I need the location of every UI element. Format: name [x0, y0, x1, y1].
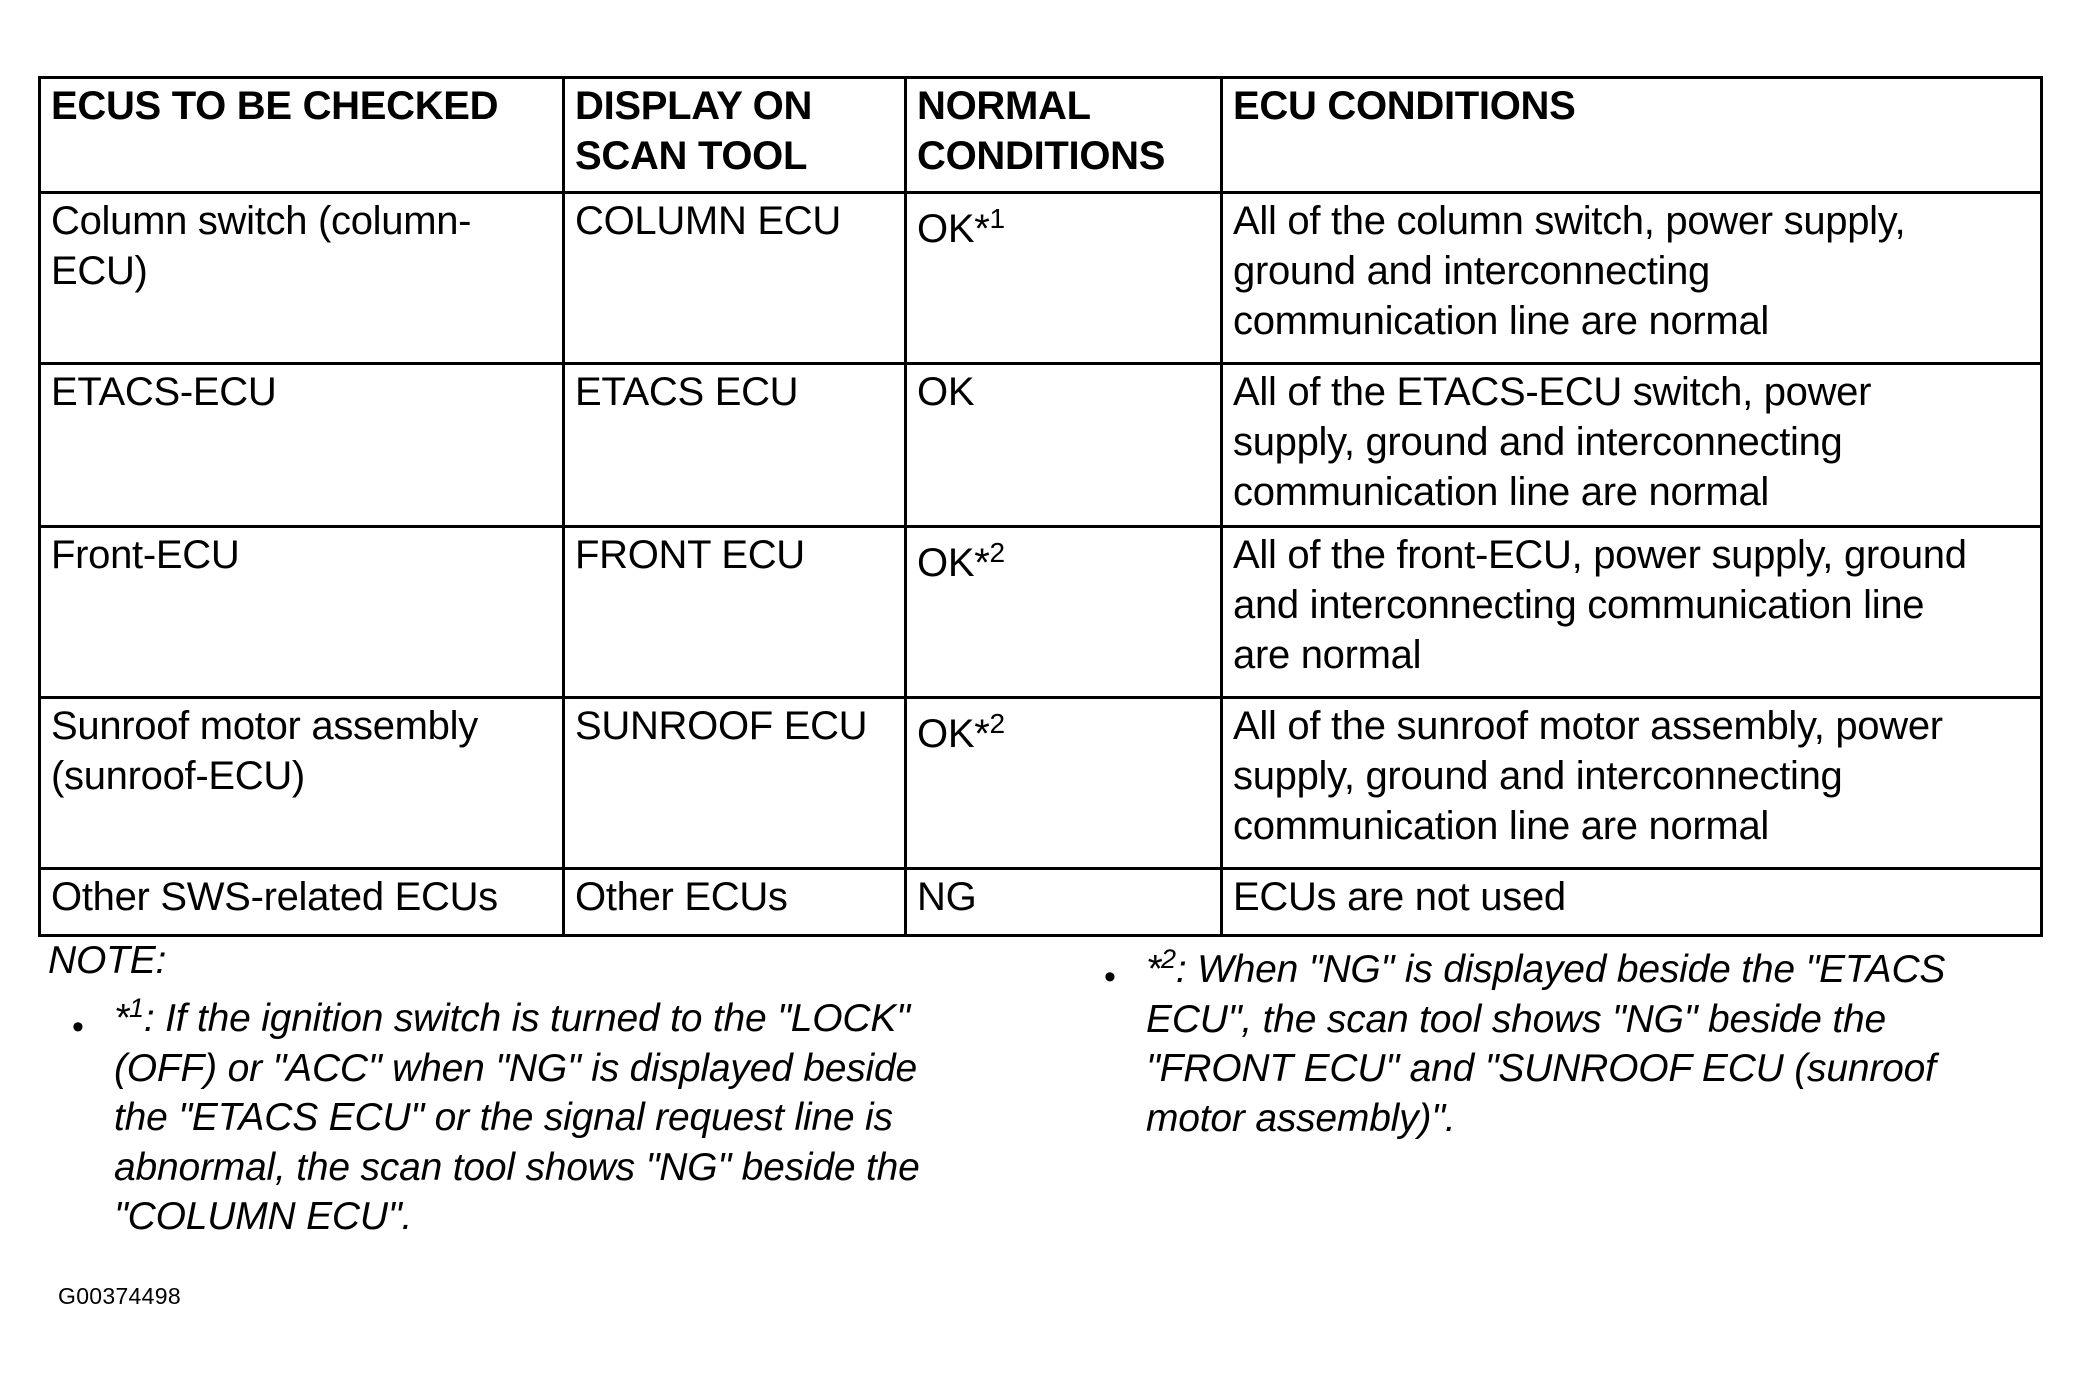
- condition-line2: and interconnecting communication line: [1233, 583, 1925, 627]
- display-text: ETACS ECU: [575, 370, 799, 414]
- footnote-marker: 2: [989, 708, 1005, 739]
- ecu-line2: ECU): [51, 249, 148, 293]
- condition-line1: ECUs are not used: [1233, 875, 1566, 919]
- table-row: [40, 527, 2042, 698]
- ecu-line1: Column switch (column-: [51, 199, 472, 243]
- cell-ecu: [40, 698, 564, 869]
- cell-normal: [906, 364, 1222, 527]
- table-header-row: [40, 78, 2042, 193]
- cell-display: [564, 527, 906, 698]
- condition-line2: supply, ground and interconnecting: [1233, 420, 1843, 464]
- note-1: [114, 994, 1014, 1242]
- table-row: [40, 869, 2042, 936]
- condition-line3: communication line are normal: [1233, 470, 1769, 514]
- header-ecus-to-be-checked: [40, 78, 564, 193]
- cell-display: [564, 364, 906, 527]
- cell-condition: [1222, 364, 2042, 527]
- note-2: [1146, 945, 2046, 1143]
- cell-display: [564, 698, 906, 869]
- ecu-check-table: [38, 76, 2043, 937]
- condition-line3: are normal: [1233, 633, 1422, 677]
- note-1-line1: : If the ignition switch is turned to the "LOCK": [143, 997, 910, 1040]
- cell-normal: [906, 527, 1222, 698]
- condition-line1: All of the front-ECU, power supply, ground: [1233, 533, 1967, 577]
- note-2-line1: : When "NG" is displayed beside the "ETACS: [1175, 948, 1946, 991]
- cell-display: [564, 869, 906, 936]
- table-row: [40, 364, 2042, 527]
- bullet-icon: •: [1104, 958, 1116, 996]
- note-2-line2: ECU", the scan tool shows "NG" beside the: [1146, 997, 1887, 1041]
- note-1-star: *: [114, 997, 129, 1040]
- cell-condition: [1222, 698, 2042, 869]
- display-text: FRONT ECU: [575, 533, 805, 577]
- header-normal-conditions: [906, 78, 1222, 193]
- condition-line3: communication line are normal: [1233, 299, 1769, 343]
- normal-text: OK*: [917, 207, 990, 251]
- note-2-line3: "FRONT ECU" and "SUNROOF ECU (sunroof: [1146, 1047, 1936, 1090]
- cell-ecu: [40, 364, 564, 527]
- note-2-star: *: [1146, 948, 1161, 991]
- condition-line1: All of the sunroof motor assembly, power: [1233, 704, 1943, 748]
- header-ecu-conditions: [1222, 78, 2042, 193]
- header-normal-line2: CONDITIONS: [917, 134, 1166, 178]
- cell-normal: [906, 869, 1222, 936]
- normal-text: OK: [917, 370, 975, 414]
- footnote-marker: 1: [989, 203, 1005, 234]
- condition-line3: communication line are normal: [1233, 804, 1769, 848]
- normal-text: OK*: [917, 541, 990, 585]
- header-display-line2: SCAN TOOL: [575, 134, 808, 178]
- ecu-line1: Front-ECU: [51, 533, 240, 577]
- cell-normal: [906, 698, 1222, 869]
- condition-line1: All of the ETACS-ECU switch, power: [1233, 370, 1872, 414]
- condition-line2: ground and interconnecting: [1233, 249, 1711, 293]
- note-2-line4: motor assembly)".: [1146, 1096, 1456, 1140]
- table-row: [40, 698, 2042, 869]
- ecu-line1: ETACS-ECU: [51, 370, 277, 414]
- header-display-on-scan-tool: [564, 78, 906, 193]
- header-ecu-conditions-text: ECU CONDITIONS: [1233, 84, 1576, 128]
- header-ecus-text: ECUS TO BE CHECKED: [51, 84, 499, 128]
- footnote-marker: 2: [989, 537, 1005, 568]
- cell-ecu: [40, 193, 564, 364]
- header-display-line1: DISPLAY ON: [575, 84, 813, 128]
- bullet-icon: •: [72, 1008, 84, 1046]
- note-1-line3: the "ETACS ECU" or the signal request line is: [114, 1096, 893, 1139]
- note-2-sup: 2: [1160, 944, 1176, 974]
- display-text: SUNROOF ECU: [575, 704, 868, 748]
- figure-id: G00374498: [58, 1283, 181, 1309]
- normal-text: OK*: [917, 712, 990, 756]
- cell-condition: [1222, 869, 2042, 936]
- condition-line2: supply, ground and interconnecting: [1233, 754, 1843, 798]
- cell-condition: [1222, 193, 2042, 364]
- note-1-sup: 1: [128, 993, 144, 1023]
- note-1-line4: abnormal, the scan tool shows "NG" beside the: [114, 1145, 920, 1189]
- ecu-line1: Sunroof motor assembly: [51, 704, 478, 748]
- ecu-line2: (sunroof-ECU): [51, 754, 305, 798]
- note-label: NOTE:: [48, 939, 167, 982]
- normal-text: NG: [917, 875, 977, 919]
- table-row: [40, 193, 2042, 364]
- cell-ecu: [40, 527, 564, 698]
- condition-line1: All of the column switch, power supply,: [1233, 199, 1906, 243]
- cell-condition: [1222, 527, 2042, 698]
- display-text: COLUMN ECU: [575, 199, 841, 243]
- cell-normal: [906, 193, 1222, 364]
- display-text: Other ECUs: [575, 875, 788, 919]
- header-normal-line1: NORMAL: [917, 84, 1091, 128]
- cell-ecu: [40, 869, 564, 936]
- note-1-line2: (OFF) or "ACC" when "NG" is displayed beside: [114, 1046, 918, 1090]
- note-1-line5: "COLUMN ECU".: [114, 1195, 413, 1238]
- cell-display: [564, 193, 906, 364]
- ecu-line1: Other SWS-related ECUs: [51, 875, 498, 919]
